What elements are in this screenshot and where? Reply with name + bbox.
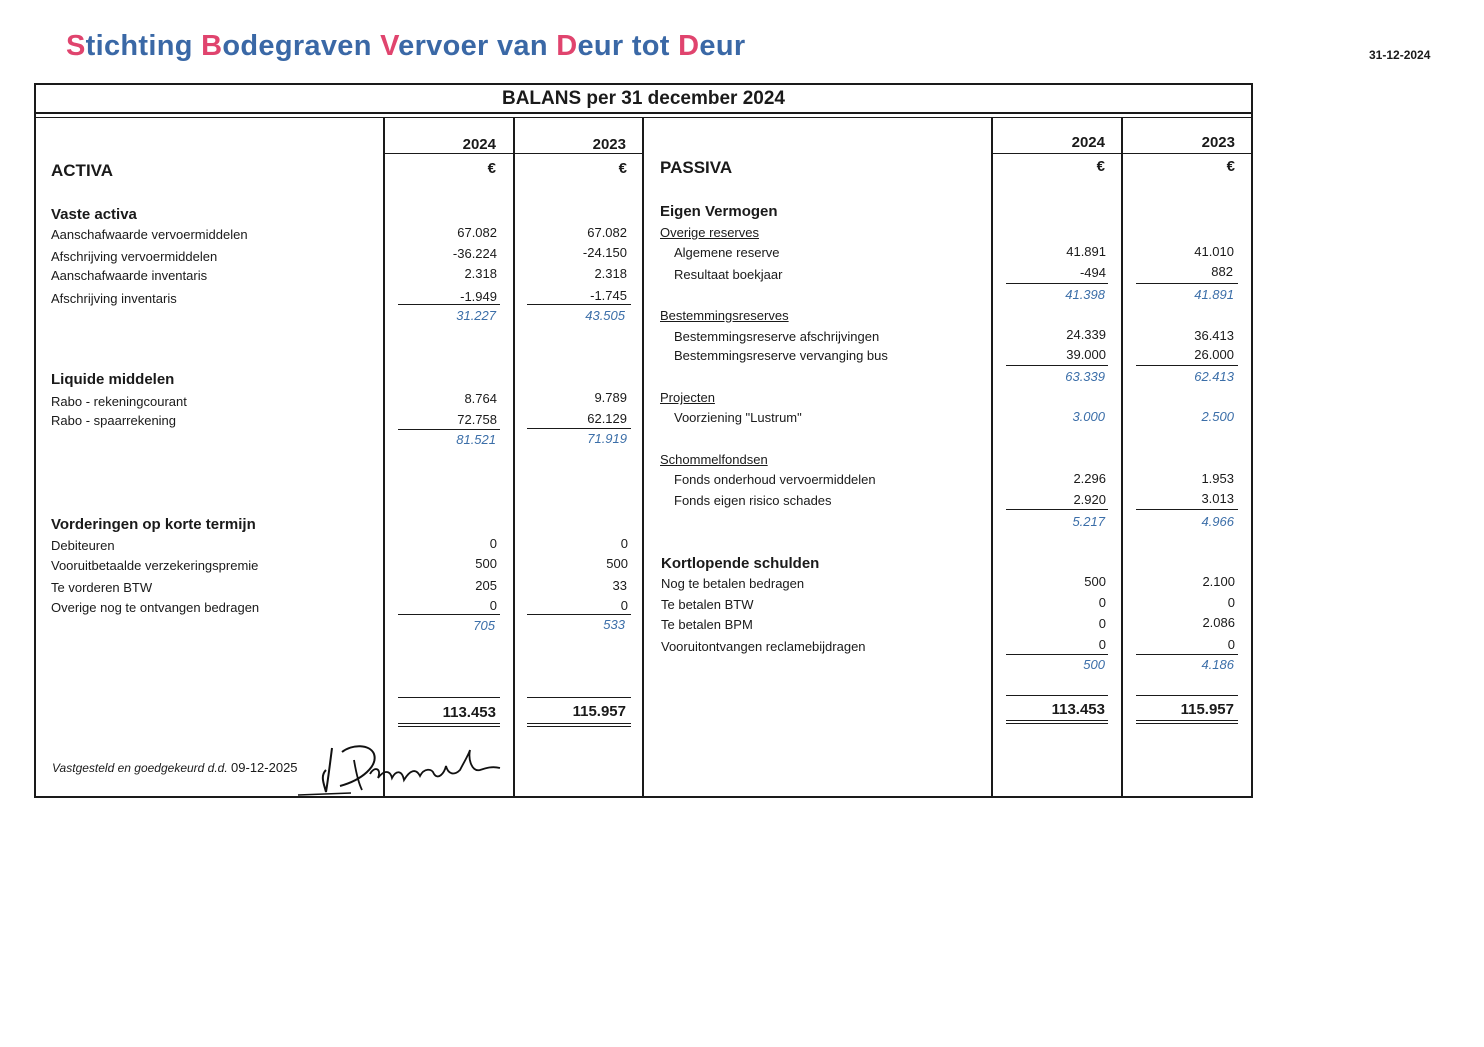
- currency-label: €: [1096, 158, 1105, 175]
- subtotal-value: 31.227: [456, 308, 496, 323]
- row-value: 2.920: [1073, 492, 1106, 507]
- double-rule: [398, 723, 500, 724]
- document-date: 31-12-2024: [1369, 48, 1431, 62]
- subtotal-rule: [398, 304, 500, 305]
- row-value: 33: [612, 578, 627, 593]
- subtotal-value: 4.186: [1201, 657, 1234, 672]
- double-rule: [527, 723, 631, 724]
- row-value: 36.413: [1194, 328, 1234, 343]
- year-header: 2024: [462, 136, 496, 153]
- row-value: 500: [1084, 574, 1106, 589]
- passiva-title: PASSIVA: [660, 158, 733, 177]
- row-value: 0: [1098, 595, 1106, 610]
- year-rule: [993, 153, 1121, 154]
- total-rule: [1136, 695, 1238, 696]
- subtotal-value: 43.505: [585, 308, 625, 323]
- subtotal-value: 41.398: [1065, 287, 1105, 302]
- col-divider-1: [383, 117, 385, 798]
- row-value: 39.000: [1066, 347, 1106, 362]
- heading-divider: [34, 112, 1253, 114]
- double-rule: [1136, 723, 1238, 724]
- subtotal-value: 533: [603, 617, 625, 632]
- row-value: 67.082: [587, 225, 627, 240]
- col-divider-3: [642, 117, 644, 798]
- row-value: 0: [489, 598, 497, 613]
- row-label: Vooruitontvangen reclamebijdragen: [661, 639, 866, 654]
- row-value: 72.758: [457, 412, 497, 427]
- row-value: 0: [1227, 595, 1235, 610]
- row-value: 1.953: [1201, 471, 1234, 486]
- row-value: 2.318: [464, 266, 497, 281]
- subtotal-value: 81.521: [456, 432, 496, 447]
- row-value: 2.296: [1073, 471, 1106, 486]
- double-rule: [1006, 723, 1108, 724]
- subtotal-rule: [1136, 283, 1238, 284]
- row-label: Voorziening "Lustrum": [674, 410, 802, 425]
- row-label: Nog te betalen bedragen: [661, 576, 805, 591]
- double-rule: [1136, 720, 1238, 721]
- row-value: 0: [1098, 637, 1106, 652]
- subtotal-value: 4.966: [1201, 514, 1234, 529]
- subtotal-rule: [1006, 283, 1108, 284]
- row-value: 0: [620, 598, 628, 613]
- year-rule: [515, 153, 642, 154]
- section-title: Vorderingen op korte termijn: [51, 516, 256, 533]
- row-value: 2.500: [1201, 409, 1234, 424]
- subtotal-rule: [1006, 654, 1108, 655]
- balance-heading: BALANS per 31 december 2024: [501, 88, 785, 109]
- subtotal-value: 705: [473, 618, 495, 633]
- row-value: 0: [1098, 616, 1106, 631]
- subtotal-value: 500: [1083, 657, 1105, 672]
- currency-label: €: [1226, 158, 1235, 175]
- subtotal-value: 63.339: [1065, 369, 1105, 384]
- year-header: 2023: [592, 136, 626, 153]
- year-rule: [1123, 153, 1251, 154]
- row-value: -24.150: [582, 245, 627, 260]
- subtotal-rule: [1136, 365, 1238, 366]
- row-value: 67.082: [457, 225, 497, 240]
- subtotal-rule: [1006, 365, 1108, 366]
- subtotal-rule: [1006, 509, 1108, 510]
- row-value: 0: [489, 536, 497, 551]
- double-rule: [527, 726, 631, 727]
- subtotal-value: 5.217: [1072, 514, 1105, 529]
- signature-icon: [296, 740, 506, 798]
- row-value: 0: [1227, 637, 1235, 652]
- section-title: Vaste activa: [51, 206, 137, 223]
- total-value: 113.453: [442, 704, 496, 721]
- row-value: 24.339: [1066, 327, 1106, 342]
- col-divider-4: [991, 117, 993, 798]
- subsection-title: Projecten: [660, 390, 715, 405]
- currency-label: €: [618, 160, 627, 177]
- row-label: Overige nog te ontvangen bedragen: [51, 600, 260, 615]
- total-rule: [527, 697, 631, 698]
- total-value: 115.957: [1180, 701, 1234, 718]
- row-value: 500: [475, 556, 497, 571]
- row-label: Te vorderen BTW: [51, 580, 153, 595]
- row-value: -1.745: [590, 288, 627, 303]
- subtotal-rule: [1136, 509, 1238, 510]
- subtotal-value: 62.413: [1194, 369, 1234, 384]
- year-header: 2024: [1071, 134, 1105, 151]
- row-label: Debiteuren: [51, 538, 115, 553]
- total-rule: [1006, 695, 1108, 696]
- row-value: 500: [606, 556, 628, 571]
- row-value: 41.891: [1066, 244, 1106, 259]
- row-value: 3.013: [1201, 491, 1234, 506]
- row-label: Vooruitbetaalde verzekeringspremie: [51, 558, 259, 573]
- row-value: 62.129: [587, 411, 627, 426]
- row-label: Te betalen BPM: [661, 617, 753, 632]
- row-value: -494: [1079, 265, 1106, 280]
- row-label: Bestemmingsreserve afschrijvingen: [674, 329, 880, 344]
- row-value: 882: [1211, 264, 1233, 279]
- subsection-title: Schommelfondsen: [660, 452, 768, 467]
- row-value: 0: [620, 536, 628, 551]
- activa-title: ACTIVA: [51, 161, 114, 180]
- approval-note: Vastgesteld en goedgekeurd d.d. 09-12-2025: [52, 760, 298, 775]
- subsection-title: Overige reserves: [660, 225, 759, 240]
- year-header: 2023: [1201, 134, 1235, 151]
- subtotal-rule: [398, 429, 500, 430]
- total-rule: [398, 697, 500, 698]
- subtotal-value: 71.919: [587, 431, 627, 446]
- double-rule: [1006, 720, 1108, 721]
- row-value: 9.789: [594, 390, 627, 405]
- row-label: Fonds eigen risico schades: [674, 493, 832, 508]
- currency-label: €: [487, 160, 496, 177]
- row-label: Rabo - rekeningcourant: [51, 394, 187, 409]
- subtotal-rule: [527, 428, 631, 429]
- subtotal-rule: [527, 614, 631, 615]
- subtotal-rule: [398, 614, 500, 615]
- row-value: -1.949: [460, 289, 497, 304]
- row-label: Bestemmingsreserve vervanging bus: [674, 348, 888, 363]
- row-label: Aanschafwaarde inventaris: [51, 268, 208, 283]
- row-value: 41.010: [1194, 244, 1234, 259]
- row-label: Aanschafwaarde vervoermiddelen: [51, 227, 248, 242]
- document-title: Stichting Bodegraven Vervoer van Deur tot Deur: [66, 30, 746, 62]
- subtotal-rule: [1136, 654, 1238, 655]
- row-value: 2.318: [594, 266, 627, 281]
- subsection-title: Bestemmingsreserves: [660, 308, 789, 323]
- year-rule: [385, 153, 513, 154]
- row-label: Fonds onderhoud vervoermiddelen: [674, 472, 876, 487]
- section-title: Kortlopende schulden: [661, 555, 820, 572]
- row-label: Te betalen BTW: [661, 597, 754, 612]
- col-divider-5: [1121, 117, 1123, 798]
- row-label: Rabo - spaarrekening: [51, 413, 177, 428]
- row-value: 8.764: [464, 391, 497, 406]
- row-label: Algemene reserve: [674, 245, 780, 260]
- row-label: Afschrijving inventaris: [51, 291, 177, 306]
- total-value: 113.453: [1051, 701, 1105, 718]
- section-title: Liquide middelen: [51, 371, 175, 388]
- double-rule: [398, 726, 500, 727]
- row-label: Afschrijving vervoermiddelen: [51, 249, 218, 264]
- col-divider-2: [513, 117, 515, 798]
- subtotal-value: 41.891: [1194, 287, 1234, 302]
- total-value: 115.957: [572, 703, 626, 720]
- row-value: 3.000: [1072, 409, 1105, 424]
- row-label: Resultaat boekjaar: [674, 267, 783, 282]
- row-value: 205: [475, 578, 497, 593]
- subtotal-rule: [527, 304, 631, 305]
- section-title: Eigen Vermogen: [660, 203, 778, 220]
- row-value: 2.100: [1202, 574, 1235, 589]
- row-value: -36.224: [452, 246, 497, 261]
- row-value: 2.086: [1202, 615, 1235, 630]
- row-value: 26.000: [1194, 347, 1234, 362]
